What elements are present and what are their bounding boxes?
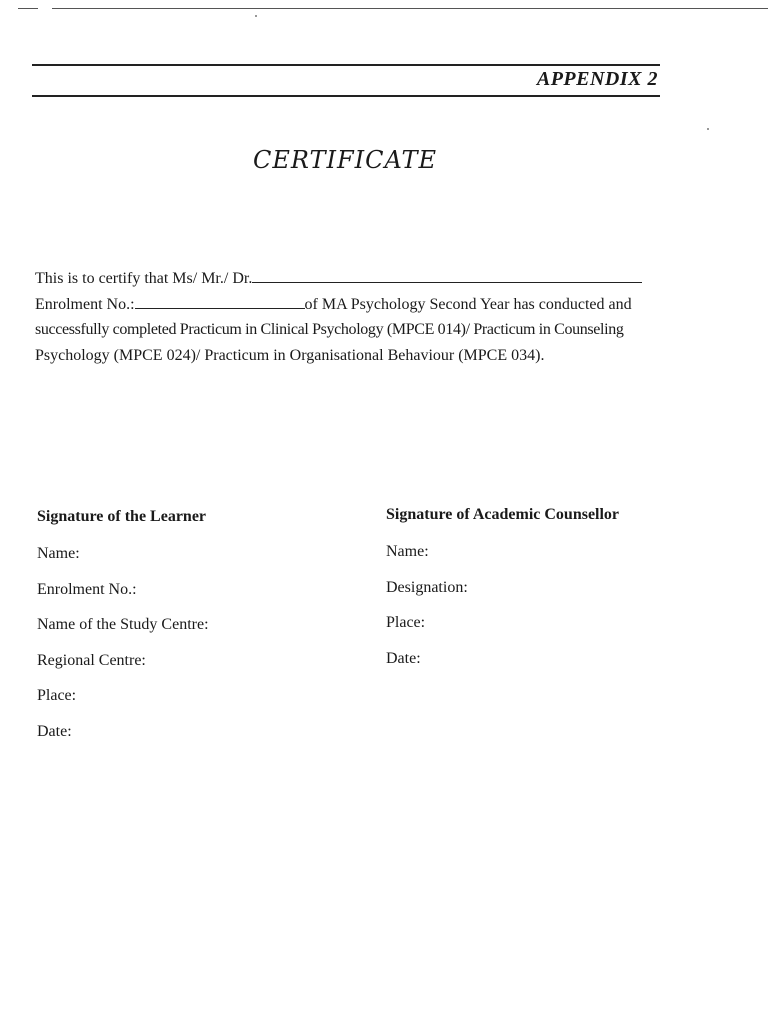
learner-enrolment-field: Enrolment No.: [37,580,137,598]
learner-date-field: Date: [37,722,72,740]
programme-text: of MA Psychology Second Year has conducted and [304,295,632,313]
learner-signature-block [37,508,209,757]
scan-speck [255,15,257,17]
scan-edge-line [52,8,768,9]
appendix-label: APPENDIX 2 [536,68,658,90]
learner-heading: Signature of the Learner [37,508,207,525]
paragraph-line-2 [35,292,663,318]
counsellor-designation-field: Designation: [386,578,468,596]
learner-name-field: Name: [37,545,80,562]
counsellor-name-field: Name: [386,543,429,560]
bottom-rule [32,95,660,97]
learner-study-centre-field: Name of the Study Centre: [37,616,209,633]
learner-regional-centre-field: Regional Centre: [37,651,146,669]
counsellor-date-field: Date: [386,649,421,667]
paragraph-line-1 [35,266,663,292]
certification-paragraph [35,266,663,368]
enrolment-number-blank[interactable] [135,294,305,309]
counsellor-place-field: Place: [386,614,426,631]
paragraph-line-4: Psychology (MPCE 024)/ Practicum in Organisational Behaviour (MPCE 034). [35,346,545,364]
certify-text: This is to certify that Ms/ Mr./ Dr. [35,270,253,287]
certificate-title: CERTIFICATE [252,146,438,174]
paragraph-line-3: successfully completed Practicum in Clinical Psychology (MPCE 014)/ Practicum in Counseling [35,321,624,338]
counsellor-heading: Signature of Academic Counsellor [386,506,620,523]
scan-speck [707,128,709,130]
scan-edge-line-short [18,8,38,9]
enrolment-text: Enrolment No.: [35,295,135,313]
counsellor-signature-block [386,506,619,684]
learner-place-field: Place: [37,687,77,704]
learner-name-blank[interactable] [252,268,642,283]
top-rule [32,64,660,66]
